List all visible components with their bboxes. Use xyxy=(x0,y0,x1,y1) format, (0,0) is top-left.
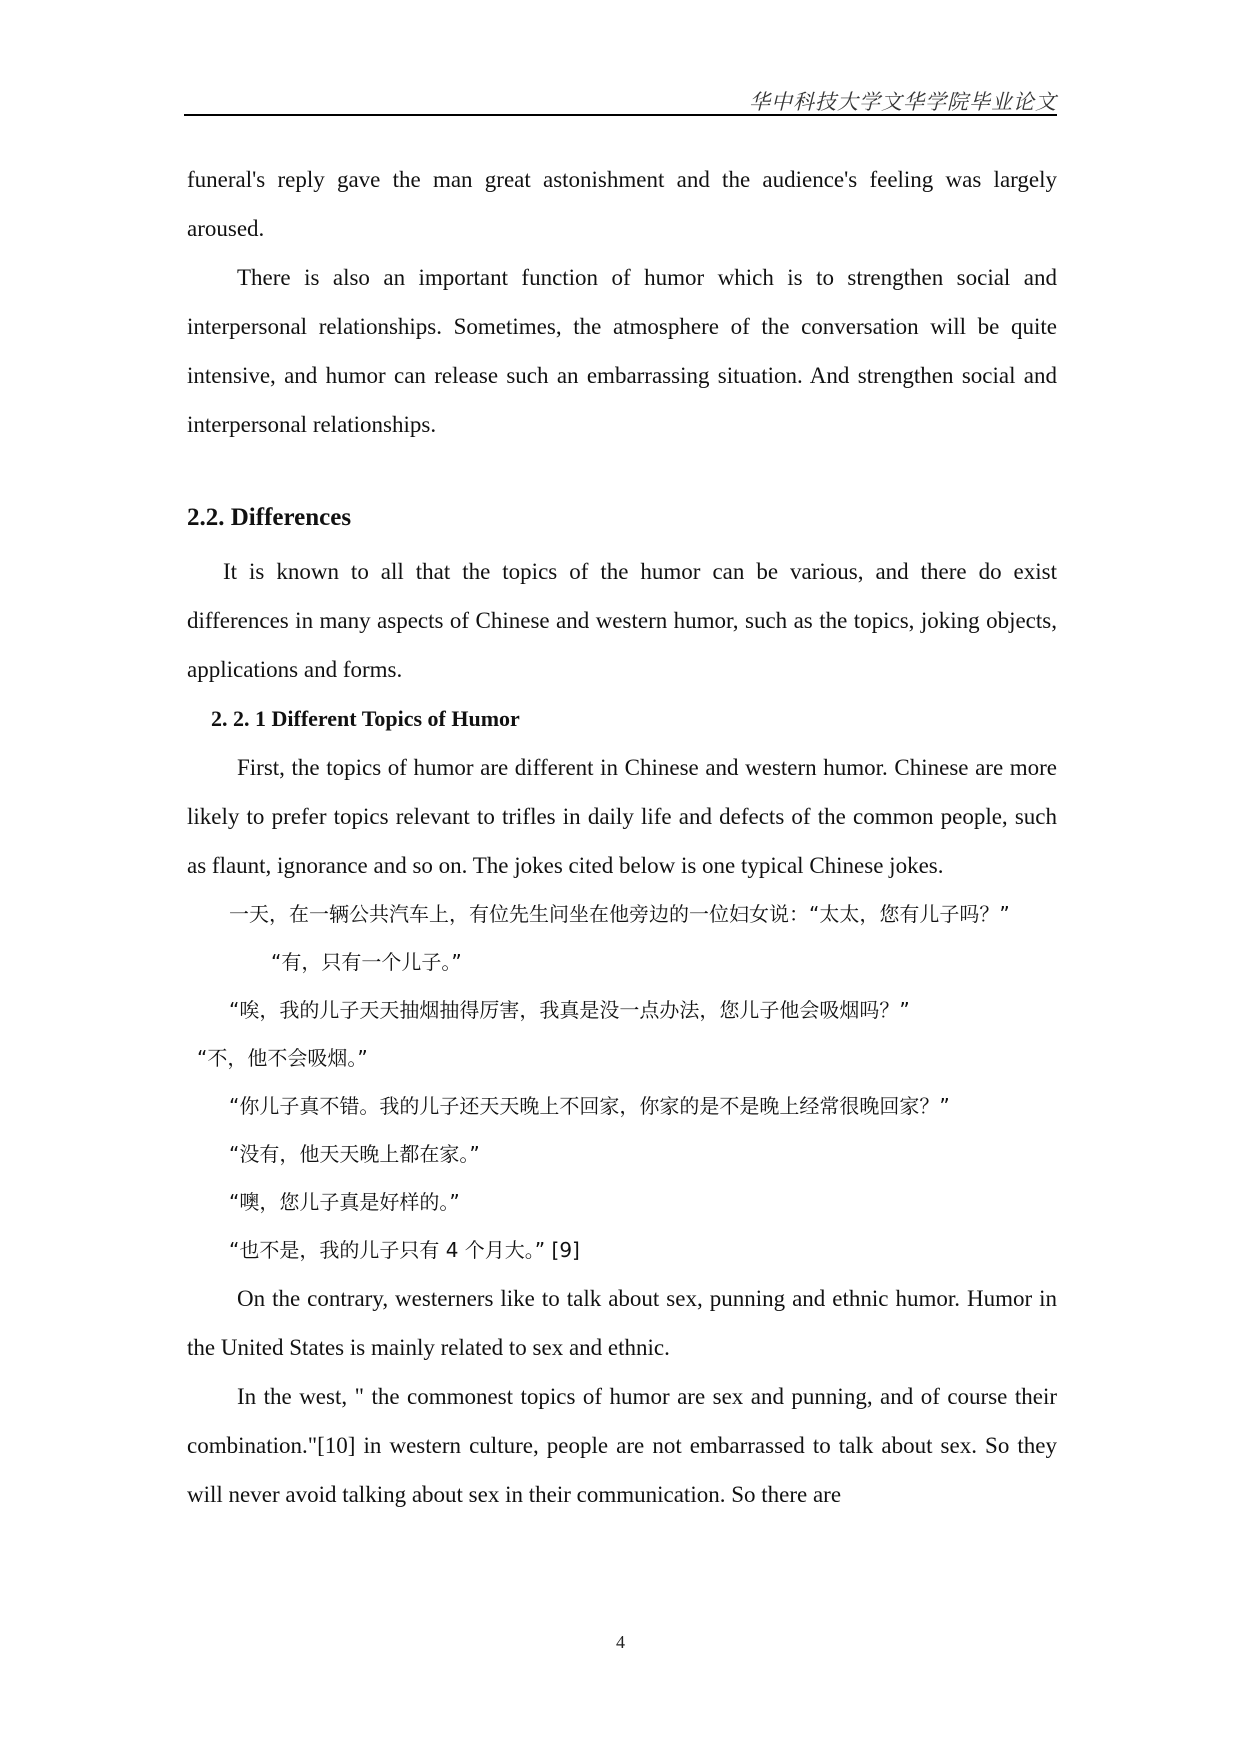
running-header: 华中科技大学文华学院毕业论文 xyxy=(749,90,1057,114)
joke-line: “不，他不会吸烟。” xyxy=(197,1046,368,1070)
paragraph-west-quote: In the west, " the commonest topics of humor are sex and punning, and of course their combination."[10] in western culture, people are not embarrassed to talk about sex. So they will never avoid talking about sex in their communication. So there are xyxy=(187,1384,1057,1507)
joke-line: “没有，他天天晚上都在家。” xyxy=(229,1142,480,1166)
joke-line: “唉，我的儿子天天抽烟抽得厉害，我真是没一点办法，您儿子他会吸烟吗？” xyxy=(229,998,910,1022)
joke-line xyxy=(187,890,1057,986)
paragraph-social-function: There is also an important function of humor which is to strengthen social and interpersonal relationships. Sometimes, the atmosphere of the conversation will be quite intensive, and humor can release such an embarrassing situation. And strengthen social and interpersonal relationships. xyxy=(187,265,1057,437)
joke-line: “噢，您儿子真是好样的。” xyxy=(229,1190,460,1214)
section-heading: 2.2. Differences xyxy=(187,504,352,531)
subsection-heading: 2. 2. 1 Different Topics of Humor xyxy=(211,706,520,731)
paragraph-continued: funeral's reply gave the man great astonishment and the audience's feeling was largely aroused. xyxy=(187,167,1057,241)
joke-line: “也不是，我的儿子只有 4 个月大。” [9] xyxy=(229,1238,580,1262)
section-intro: It is known to all that the topics of the humor can be various, and there do exist differences in many aspects of Chinese and western humor, such as the topics, joking objects, applications and forms. xyxy=(187,559,1057,682)
page-body xyxy=(187,155,1057,1519)
paragraph-western-topics: On the contrary, westerners like to talk about sex, punning and ethnic humor. Humor in the United States is mainly related to sex and ethnic. xyxy=(187,1286,1057,1360)
subsection-paragraph: First, the topics of humor are different in Chinese and western humor. Chinese are more likely to prefer topics relevant to trifles in daily life and defects of the common people, such as flaunt, ignorance and so on. The jokes cited below is one typical Chinese jokes. xyxy=(187,755,1057,878)
chinese-joke-block xyxy=(187,890,1057,1274)
joke-line-text: 一天，在一辆公共汽车上，有位先生问坐在他旁边的一位妇女说：“太太，您有儿子吗？” xyxy=(229,902,1010,926)
header-divider xyxy=(184,114,1057,116)
joke-line: “你儿子真不错。我的儿子还天天晚上不回家，你家的是不是晚上经常很晚回家？” xyxy=(229,1094,950,1118)
joke-line-text: “有，只有一个儿子。” xyxy=(271,950,462,974)
page-number: 4 xyxy=(616,1632,625,1652)
